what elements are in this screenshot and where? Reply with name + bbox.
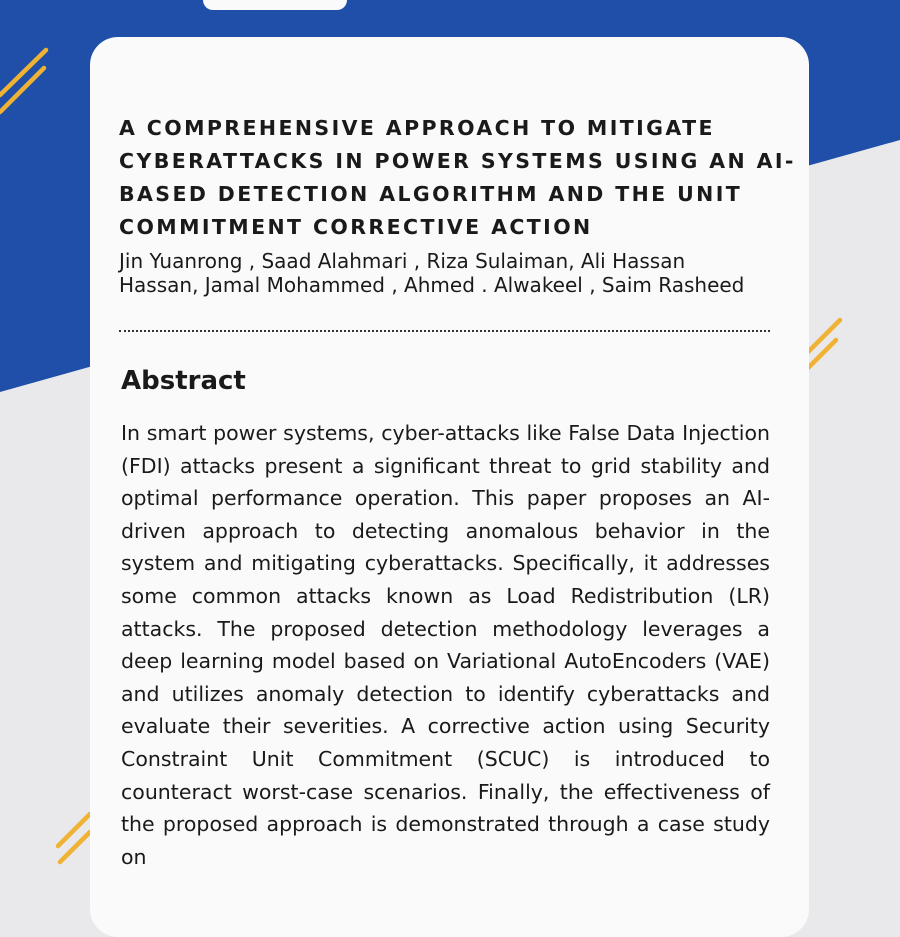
abstract-heading: Abstract <box>121 366 246 396</box>
paper-title: A COMPREHENSIVE APPROACH TO MITIGATE CYBERATTACKS IN POWER SYSTEMS USING AN AI-BASED DETECTION ALGORITHM AND THE UNIT COMMITMENT CORRECTIVE ACTION <box>119 116 796 239</box>
abstract-text: In smart power systems, cyber-attacks like False Data Injection (FDI) attacks present a significant threat to grid stability and optimal performance operation. This paper proposes an AI-driven approach to detecting anomalous behavior in the system and mitigating cyberattacks. Specifically, it addresses some common attacks known as Load Redistribution (LR) attacks. The proposed detection methodology leverages a deep learning model based on Variational AutoEncoders (VAE) and utilizes anomaly detection to identify cyberattacks and evaluate their severities. A corrective action using Security Constraint Unit Commitment (SCUC) is introduced to counteract worst-case scenarios. Finally, the effectiveness of the proposed approach is demonstrated through a case study on <box>121 421 770 869</box>
accent-stripe <box>808 340 836 368</box>
author-list: Jin Yuanrong , Saad Alahmari , Riza Sulaiman, Ali Hassan Hassan, Jamal Mohammed , Ahmed . Alwakeel , Saim Rasheed <box>119 249 745 297</box>
dotted-divider <box>119 330 770 332</box>
accent-stripe <box>808 320 840 352</box>
accent-stripe <box>58 814 90 846</box>
top-tab <box>203 0 347 10</box>
